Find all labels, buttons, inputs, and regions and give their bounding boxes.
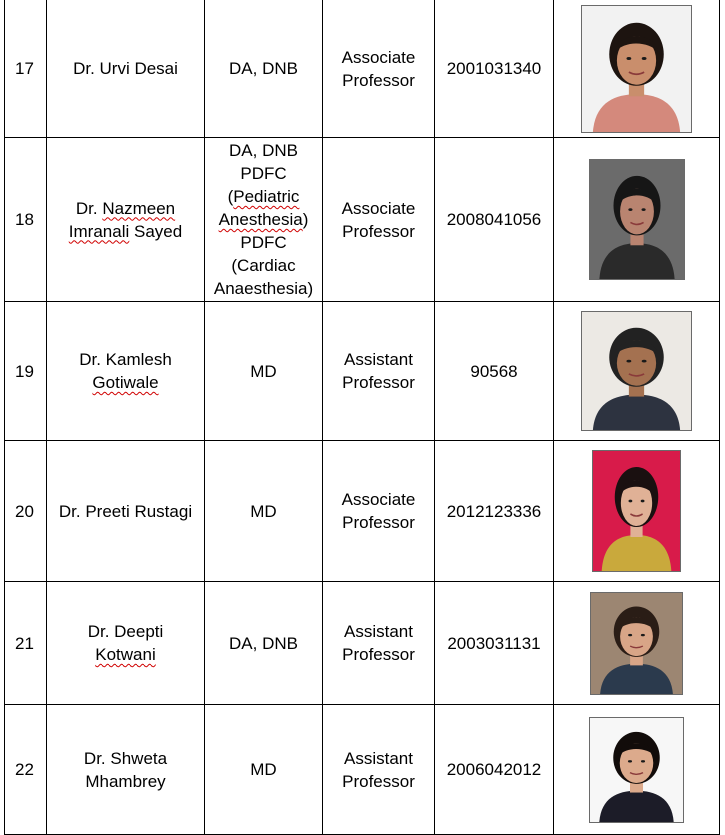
serial-number: 21 xyxy=(5,582,47,705)
designation xyxy=(323,705,435,835)
photo-cell xyxy=(554,302,720,441)
designation xyxy=(323,0,435,138)
qualification xyxy=(205,582,323,705)
faculty-name xyxy=(47,582,205,705)
designation-line: Professor xyxy=(342,513,415,532)
designation xyxy=(323,582,435,705)
designation xyxy=(323,441,435,582)
qualification-line: Anaesthesia) xyxy=(213,279,314,298)
serial-number: 22 xyxy=(5,705,47,835)
faculty-name-line: Dr. Preeti Rustagi xyxy=(58,501,193,521)
designation-line: Assistant xyxy=(344,350,413,369)
qualification-line: Anesthesia) xyxy=(218,210,309,229)
designation-line: Assistant xyxy=(344,622,413,641)
qualification-line: DA, DNB xyxy=(229,141,298,160)
table-row xyxy=(5,138,720,302)
portrait-woman-saree-icon xyxy=(592,450,681,572)
registration-number: 2001031340 xyxy=(435,0,554,138)
photo-cell xyxy=(554,705,720,835)
faculty-name-line: Imranali Sayed xyxy=(68,221,183,241)
serial-number: 17 xyxy=(5,0,47,138)
qualification-line: MD xyxy=(250,501,277,521)
faculty-name xyxy=(47,0,205,138)
serial-number: 20 xyxy=(5,441,47,582)
designation-line: Professor xyxy=(342,373,415,392)
table-row xyxy=(5,302,720,441)
designation-line: Assistant xyxy=(344,748,413,768)
qualification-line: DA, DNB xyxy=(229,633,298,653)
photo-cell xyxy=(554,0,720,138)
designation-line: Associate xyxy=(341,198,416,218)
portrait-woman-glasses-icon xyxy=(590,592,683,695)
faculty-table xyxy=(4,0,720,835)
portrait-woman-striped-top-icon xyxy=(581,5,692,133)
photo-cell xyxy=(554,138,720,302)
registration-number: 90568 xyxy=(435,302,554,441)
table-row xyxy=(5,582,720,705)
portrait-woman-dark-top-icon xyxy=(589,717,684,823)
qualification-line: MD xyxy=(250,760,277,779)
serial-number: 19 xyxy=(5,302,47,441)
designation xyxy=(323,302,435,441)
qualification xyxy=(205,705,323,835)
designation xyxy=(323,138,435,302)
faculty-name xyxy=(47,441,205,582)
designation-line: Professor xyxy=(342,221,415,241)
faculty-name-line: Dr. Urvi Desai xyxy=(73,59,178,78)
faculty-name-line: Dr. Kamlesh xyxy=(79,350,172,369)
designation-line: Associate xyxy=(341,490,416,509)
faculty-name xyxy=(47,705,205,835)
faculty-name xyxy=(47,138,205,302)
registration-number: 2003031131 xyxy=(435,582,554,705)
table-row xyxy=(5,441,720,582)
designation-line: Associate xyxy=(341,47,416,67)
faculty-name-line: Dr. Shweta xyxy=(83,748,168,768)
portrait-man-suit-icon xyxy=(581,311,692,431)
portrait-woman-scarf-icon xyxy=(589,159,685,280)
qualification-line: (Cardiac xyxy=(231,256,296,275)
faculty-name-line: Dr. Nazmeen xyxy=(75,198,176,218)
serial-number: 18 xyxy=(5,138,47,302)
qualification xyxy=(205,441,323,582)
faculty-name-line: Mhambrey xyxy=(85,771,166,791)
registration-number: 2012123336 xyxy=(435,441,554,582)
designation-line: Professor xyxy=(342,70,415,90)
faculty-name xyxy=(47,302,205,441)
qualification-line: MD xyxy=(250,361,277,381)
qualification-line: (Pediatric xyxy=(227,187,300,206)
table-row xyxy=(5,0,720,138)
qualification xyxy=(205,302,323,441)
faculty-name-line: Gotiwale xyxy=(92,373,159,392)
designation-line: Professor xyxy=(342,645,415,664)
registration-number: 2006042012 xyxy=(435,705,554,835)
faculty-name-line: Kotwani xyxy=(95,645,156,664)
registration-number: 2008041056 xyxy=(435,138,554,302)
table-row xyxy=(5,705,720,835)
photo-cell xyxy=(554,582,720,705)
qualification xyxy=(205,138,323,302)
designation-line: Professor xyxy=(342,771,415,791)
qualification-line: DA, DNB xyxy=(229,59,298,78)
faculty-name-line: Dr. Deepti xyxy=(87,622,164,641)
qualification-line: PDFC xyxy=(240,164,287,183)
qualification-line: PDFC xyxy=(240,233,287,252)
photo-cell xyxy=(554,441,720,582)
qualification xyxy=(205,0,323,138)
